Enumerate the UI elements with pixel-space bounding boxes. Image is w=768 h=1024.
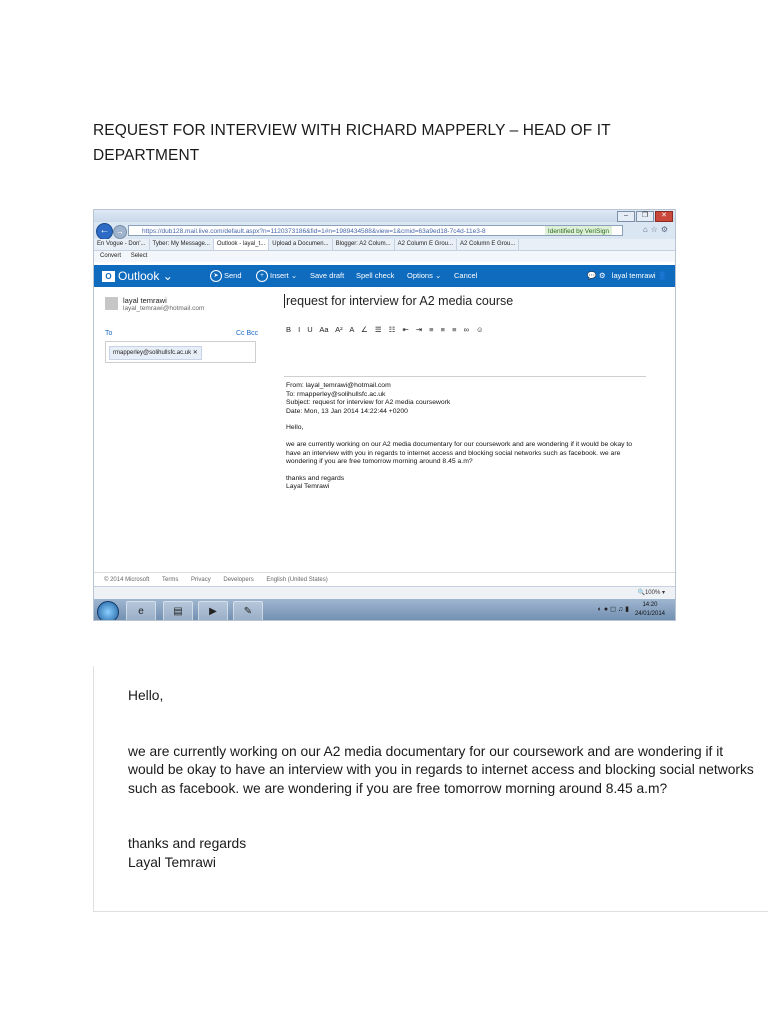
select-button[interactable]: Select: [130, 253, 148, 259]
minimize-button[interactable]: –: [617, 211, 635, 222]
to-field[interactable]: [105, 341, 256, 363]
tab-tyber[interactable]: Tyber: My Message...: [150, 239, 214, 250]
ie-icon[interactable]: e: [126, 601, 156, 621]
sender-email: layal_temrawi@hotmail.com: [123, 305, 205, 312]
excerpt-closing: thanks and regards: [128, 836, 247, 851]
tab-strip: [94, 239, 676, 251]
address-bar[interactable]: [128, 225, 623, 236]
formatting-toolbar[interactable]: B I U Aa A² A ∠ ☰ ☷ ⇤ ⇥ ≡ ≡ ≡ ∞ ☺: [286, 325, 484, 334]
folder-icon[interactable]: ▤: [163, 601, 193, 621]
command-bar: [94, 251, 676, 262]
start-button[interactable]: [97, 601, 119, 621]
options-button[interactable]: Options ⌄: [407, 271, 442, 280]
cc-bcc-link[interactable]: Cc Bcc: [236, 330, 259, 337]
windows-taskbar: [94, 599, 676, 621]
tab-a2-column-1[interactable]: A2 Column E Grou...: [395, 239, 457, 250]
closing: thanks and regards: [286, 474, 345, 482]
tab-blogger[interactable]: Blogger: A2 Colum...: [333, 239, 395, 250]
excerpt-greeting: Hello,: [128, 688, 164, 703]
quoted-from: From: layal_temrawi@hotmail.com: [286, 382, 391, 389]
excerpt-body: we are currently working on our A2 media documentary for our coursework and are wondering if it would be okay to have an interview with you in regards to internet access and blocking social networks such as facebook. we are wondering if you are free tomorrow morning around 8.45 a.m?: [128, 743, 754, 796]
address-url: https://dub128.mail.live.com/default.aspx?n=1120373186&fid=1#n=1989434588&view=1&cmid=63a9ed18-7c4d-11e3-8: [142, 228, 486, 235]
zoom-level[interactable]: 100%: [644, 590, 661, 596]
address-row: [94, 222, 676, 239]
outlook-logo[interactable]: O Outlook ⌄: [102, 265, 173, 287]
close-window-button[interactable]: ✕: [655, 211, 673, 222]
clock[interactable]: [635, 601, 665, 619]
quoted-to: To: rmapperley@solihullsfc.ac.uk: [286, 390, 386, 398]
tab-en-vogue[interactable]: En Vogue - Don'...: [94, 239, 150, 250]
terms-link[interactable]: Terms: [162, 577, 179, 583]
pdf-icon[interactable]: ✎: [233, 601, 263, 621]
outlook-header: [94, 265, 676, 287]
copyright: © 2014 Microsoft: [104, 577, 150, 583]
excerpt-signature: Layal Temrawi: [128, 854, 216, 870]
verisign-badge[interactable]: Identified by VeriSign: [545, 226, 612, 236]
insert-icon: +: [256, 270, 268, 282]
quoted-date: Date: Mon, 13 Jan 2014 14:22:44 +0200: [286, 407, 408, 415]
developers-link[interactable]: Developers: [223, 577, 254, 583]
compose-pane: [264, 287, 676, 572]
language-link[interactable]: English (United States): [266, 577, 328, 583]
insert-button[interactable]: + Insert ⌄: [256, 265, 297, 287]
media-player-icon[interactable]: ▶: [198, 601, 228, 621]
divider: [284, 376, 646, 377]
sender-name: layal temrawi: [123, 296, 167, 305]
tab-outlook[interactable]: Outlook - layal_t...: [214, 239, 269, 250]
window-titlebar: [94, 210, 676, 222]
tab-upload[interactable]: Upload a Documen...: [269, 239, 332, 250]
date: 24/01/2014: [634, 611, 665, 617]
recipient-chip[interactable]: rmapperley@solihullsfc.ac.uk ✕: [109, 346, 202, 360]
tab-a2-column-2[interactable]: A2 Column E Grou...: [457, 239, 519, 250]
subject-input[interactable]: request for interview for A2 media course: [284, 294, 576, 308]
to-label[interactable]: To: [105, 330, 113, 337]
user-menu[interactable]: 💬 ⚙ layal temrawi 👤: [587, 271, 667, 280]
home-star-gear-icons[interactable]: ⌂☆⚙: [642, 225, 671, 234]
message-body[interactable]: [286, 382, 646, 492]
maximize-button[interactable]: ❐: [636, 211, 654, 222]
avatar: [105, 297, 118, 310]
compose-sidebar: [94, 287, 264, 572]
forward-button[interactable]: →: [113, 225, 127, 239]
back-button[interactable]: ←: [96, 223, 113, 240]
body-paragraph: we are currently working on our A2 media documentary for our coursework and are wondering if it would be okay to have an interview with you in regards to internet access and blocking social networks such as facebook. we are wondering if you are free tomorrow morning around 8.45 a.m?: [286, 440, 633, 466]
time: 14:20: [642, 602, 658, 608]
privacy-link[interactable]: Privacy: [191, 577, 211, 583]
system-tray[interactable]: ◐●◻♫▮: [597, 606, 631, 613]
save-draft-button[interactable]: Save draft: [310, 271, 345, 280]
enlarged-email-excerpt: [93, 666, 768, 912]
greeting: Hello,: [286, 424, 304, 432]
convert-button[interactable]: Convert: [100, 253, 122, 259]
send-icon: ➤: [210, 270, 222, 282]
page-footer: [94, 572, 676, 586]
cancel-button[interactable]: Cancel: [454, 271, 478, 280]
send-button[interactable]: ➤ Send: [210, 265, 242, 287]
spell-check-button[interactable]: Spell check: [356, 271, 395, 280]
quoted-subject: Subject: request for interview for A2 media coursework: [286, 399, 451, 407]
status-bar: 🔍100% ▾: [94, 586, 676, 599]
signature: Layal Temrawi: [286, 483, 330, 491]
outlook-screenshot: [93, 209, 676, 621]
document-title: REQUEST FOR INTERVIEW WITH RICHARD MAPPERLY – HEAD OF IT DEPARTMENT: [93, 122, 611, 164]
